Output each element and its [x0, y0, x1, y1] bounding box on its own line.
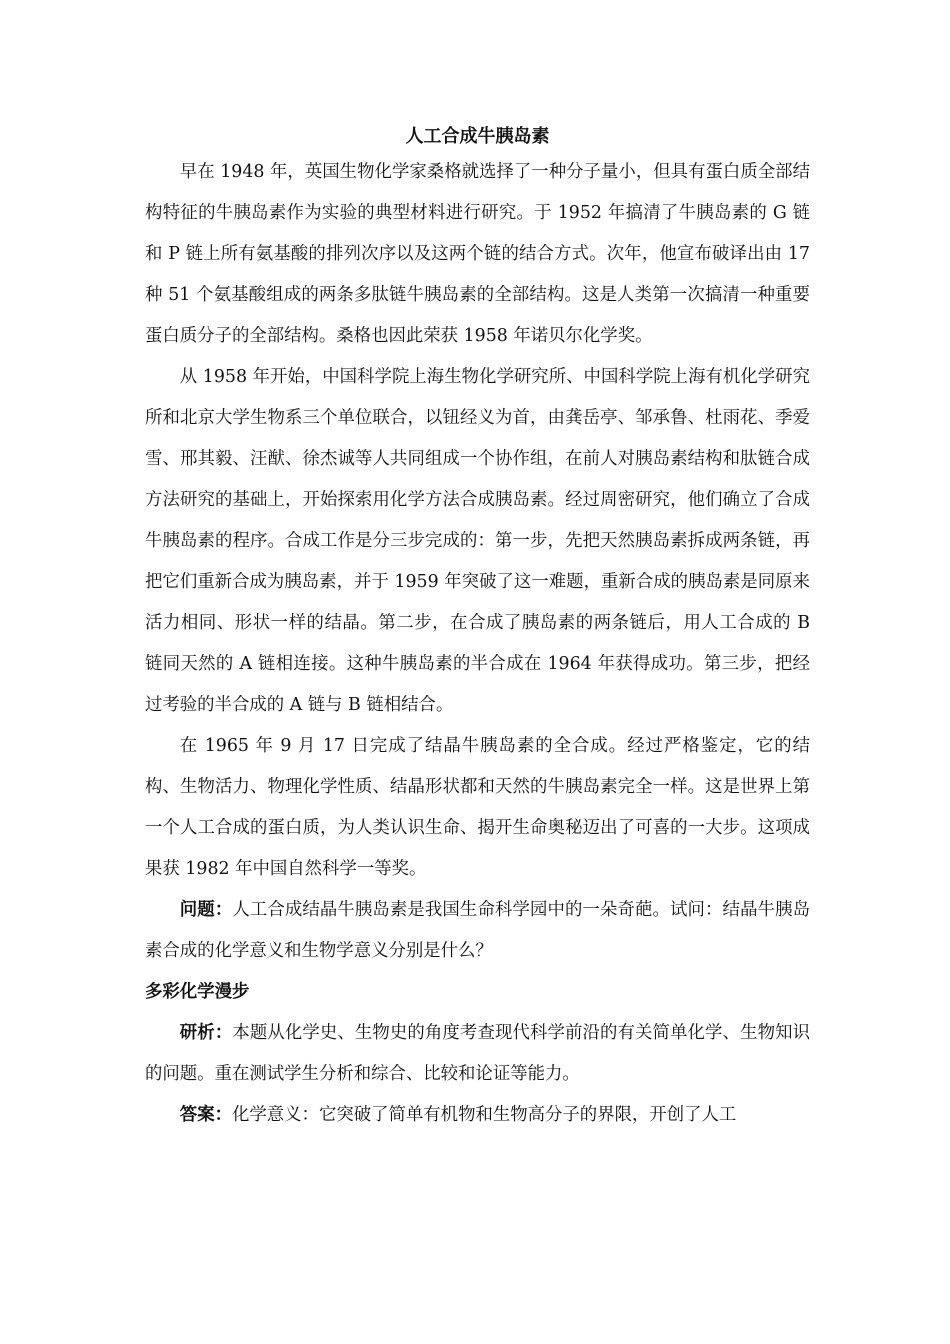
analysis-label: 研析：	[179, 1023, 233, 1043]
section-heading: 多彩化学漫步	[145, 982, 250, 1002]
answer-block	[145, 1095, 810, 1136]
paragraph-china-synthesis: 从 1958 年开始，中国科学院上海生物化学研究所、中国科学院上海有机化学研究所和北京大学生物系三个单位联合，以钮经义为首，由龚岳亭、邹承鲁、杜雨花、季爱雪、邢其毅、汪猷、徐杰诚等人共同组成一个协作组，在前人对胰岛素结构和肽链合成方法研究的基础上，开始探索用化学方法合成胰岛素。经过周密研究，他们确立了合成牛胰岛素的程序。合成工作是分三步完成的：第一步，先把天然胰岛素拆成两条链，再把它们重新合成为胰岛素，并于 1959 年突破了这一难题，重新合成的胰岛素是同原来活力相同、形状一样的结晶。第二步，在合成了胰岛素的两条链后，用人工合成的 B 链同天然的 A 链相连接。这种牛胰岛素的半合成在 1964 年获得成功。第三步，把经过考验的半合成的 A 链与 B 链相结合。	[145, 367, 810, 715]
question-label: 问题：	[179, 900, 233, 920]
analysis-text: 本题从化学史、生物史的角度考查现代科学前沿的有关简单化学、生物知识的问题。重在测试学生分析和综合、比较和论证等能力。	[145, 1023, 810, 1084]
document-body	[145, 122, 810, 1136]
paragraph-total-synthesis: 在 1965 年 9 月 17 日完成了结晶牛胰岛素的全合成。经过严格鉴定，它的结构、生物活力、物理化学性质、结晶形状都和天然的牛胰岛素完全一样。这是世界上第一个人工合成的蛋白质，为人类认识生命、揭开生命奥秘迈出了可喜的一大步。这项成果获 1982 年中国自然科学一等奖。	[145, 736, 810, 879]
paragraph-sanger: 早在 1948 年，英国生物化学家桑格就选择了一种分子量小，但具有蛋白质全部结构特征的牛胰岛素作为实验的典型材料进行研究。于 1952 年搞清了牛胰岛素的 G 链和 P 链上所有氨基酸的排列次序以及这两个链的结合方式。次年，他宣布破译出由 17 种 51 个氨基酸组成的两条多肽链牛胰岛素的全部结构。这是人类第一次搞清一种重要蛋白质分子的全部结构。桑格也因此荣获 1958 年诺贝尔化学奖。	[145, 162, 810, 346]
document-title: 人工合成牛胰岛素	[405, 126, 550, 147]
question-text: 人工合成结晶牛胰岛素是我国生命科学园中的一朵奇葩。试问：结晶牛胰岛素合成的化学意义和生物学意义分别是什么？	[145, 900, 810, 961]
answer-label: 答案：	[179, 1105, 232, 1125]
question-block	[145, 890, 810, 972]
analysis-block	[145, 1013, 810, 1095]
answer-text: 化学意义：它突破了简单有机物和生物高分子的界限，开创了人工	[231, 1105, 737, 1125]
